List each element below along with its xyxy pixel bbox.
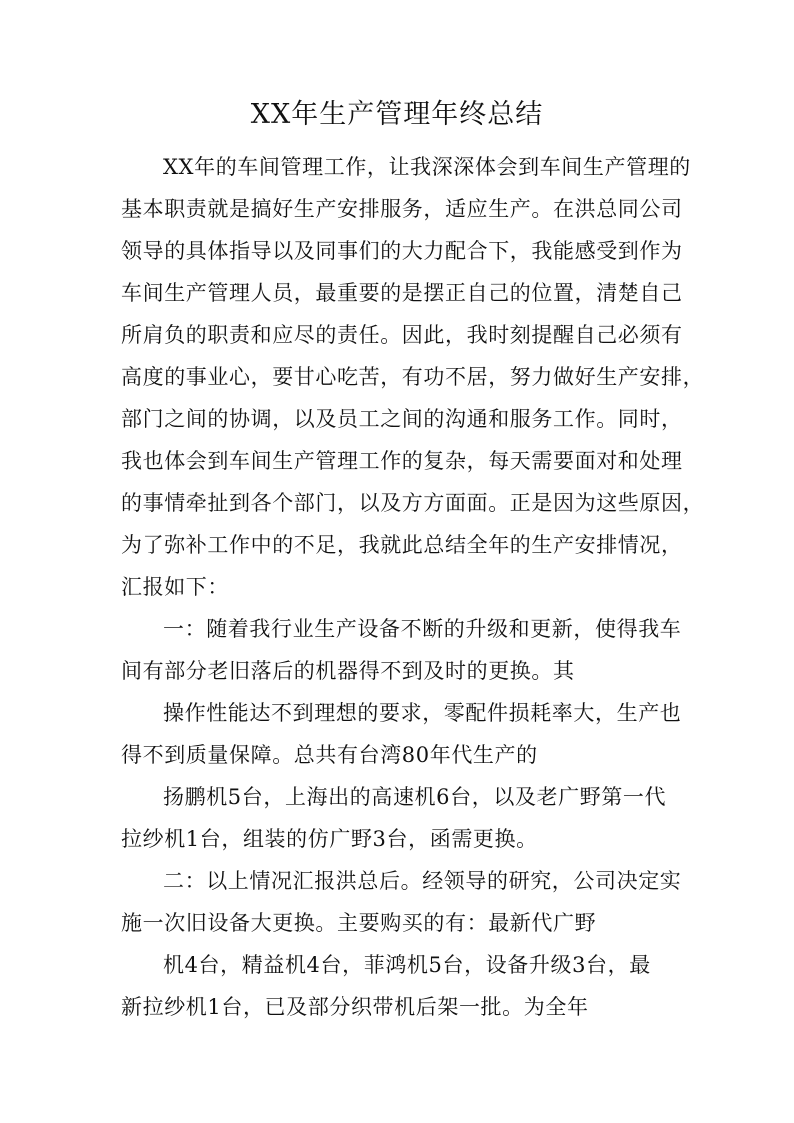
document-title: XX年生产管理年终总结 xyxy=(250,99,544,130)
body-line: 领导的具体指导以及同事们的大力配合下，我能感受到作为 xyxy=(121,239,683,263)
body-line: XX年的车间管理工作，让我深深体会到车间生产管理的 xyxy=(163,155,691,179)
body-line: 的事情牵扯到各个部门，以及方方面面。正是因为这些原因， xyxy=(121,491,705,515)
body-line: 一：随着我行业生产设备不断的升级和更新，使得我车 xyxy=(163,617,682,641)
body-line: 得不到质量保障。总共有台湾80年代生产的 xyxy=(121,743,538,767)
body-line: 间有部分老旧落后的机器得不到及时的更换。其 xyxy=(121,659,575,683)
body-line: 为了弥补工作中的不足，我就此总结全年的生产安排情况， xyxy=(121,533,683,557)
body-line: 基本职责就是搞好生产安排服务，适应生产。在洪总同公司 xyxy=(121,197,683,221)
body-line: 我也体会到车间生产管理工作的复杂，每天需要面对和处理 xyxy=(121,449,683,473)
body-line: 汇报如下： xyxy=(121,575,229,599)
body-line: 施一次旧设备大更换。主要购买的有：最新代广野 xyxy=(121,911,597,935)
body-line: 拉纱机1台，组装的仿广野3台，函需更换。 xyxy=(121,827,538,851)
body-line: 二：以上情况汇报洪总后。经领导的研究，公司决定实 xyxy=(163,869,682,893)
body-line: 新拉纱机1台，已及部分织带机后架一批。为全年 xyxy=(121,995,589,1019)
body-line: 车间生产管理人员，最重要的是摆正自己的位置，清楚自己 xyxy=(121,281,683,305)
body-line: 所肩负的职责和应尽的责任。因此，我时刻提醒自己必须有 xyxy=(121,323,683,347)
body-line: 高度的事业心，要甘心吃苦，有功不居，努力做好生产安排， xyxy=(121,365,705,389)
body-line: 部门之间的协调，以及员工之间的沟通和服务工作。同时， xyxy=(121,407,683,431)
body-line: 操作性能达不到理想的要求，零配件损耗率大，生产也 xyxy=(163,701,682,725)
body-line: 扬鹏机5台，上海出的高速机6台，以及老广野第一代 xyxy=(163,785,667,809)
body-line: 机4台，精益机4台，菲鸿机5台，设备升级3台，最 xyxy=(163,953,651,977)
